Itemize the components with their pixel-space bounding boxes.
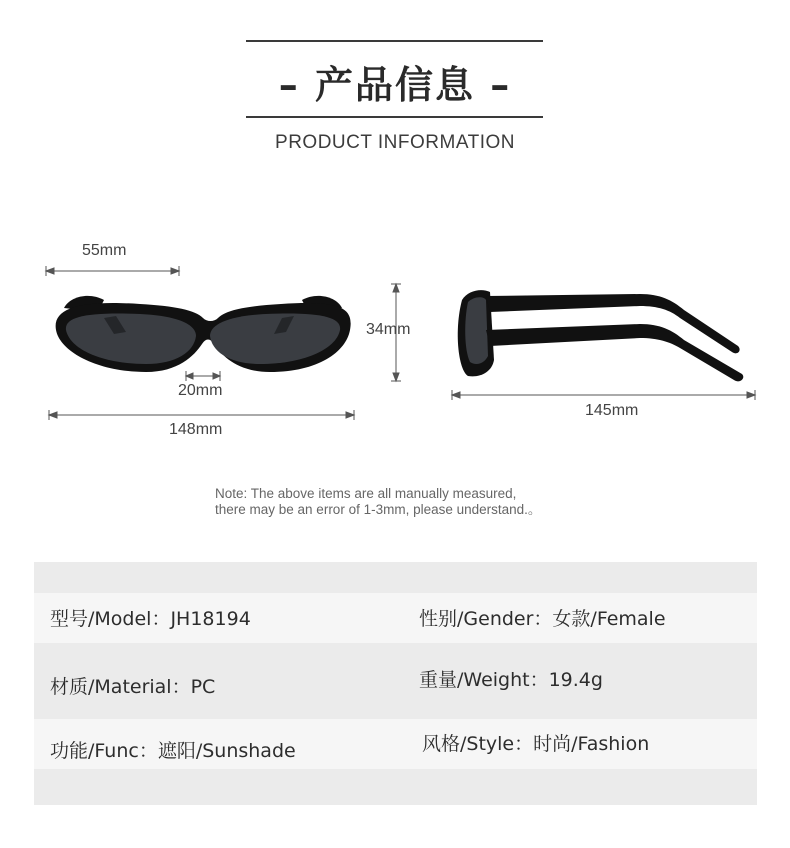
style-spec: 风格/Style：时尚/Fashion [422,733,650,755]
function-spec: 功能/Func：遮阳/Sunshade [50,740,296,762]
frame-width-arrow [49,410,354,420]
measurement-note [215,486,541,518]
spec-row [34,593,757,643]
bridge-label: 20mm [178,382,223,399]
page-subtitle: PRODUCT INFORMATION [275,132,515,153]
material-spec: 材质/Material：PC [50,676,216,698]
spec-row [34,719,757,769]
page-title: – 产品信息 – [278,63,512,107]
temple-length-arrow [452,390,755,400]
upper-temple [486,294,740,353]
frame-width-label: 148mm [169,421,223,438]
gender-spec: 性别/Gender：女款/Female [419,608,666,630]
lens-width-label: 55mm [82,242,127,259]
lens-width-arrow [46,266,179,276]
note-line-2: there may be an error of 1-3mm, please understand.。 [215,502,542,517]
temple-length-label: 145mm [585,402,639,419]
bridge-arrow [186,371,220,381]
spec-row [34,643,757,719]
spec-table [34,562,757,805]
lens-height-label: 34mm [366,321,411,338]
side-view-diagram [458,290,744,381]
weight-spec: 重量/Weight：19.4g [419,669,603,691]
model-spec: 型号/Model：JH18194 [50,608,251,630]
note-line-1: Note: The above items are all manually measured, [215,486,517,501]
